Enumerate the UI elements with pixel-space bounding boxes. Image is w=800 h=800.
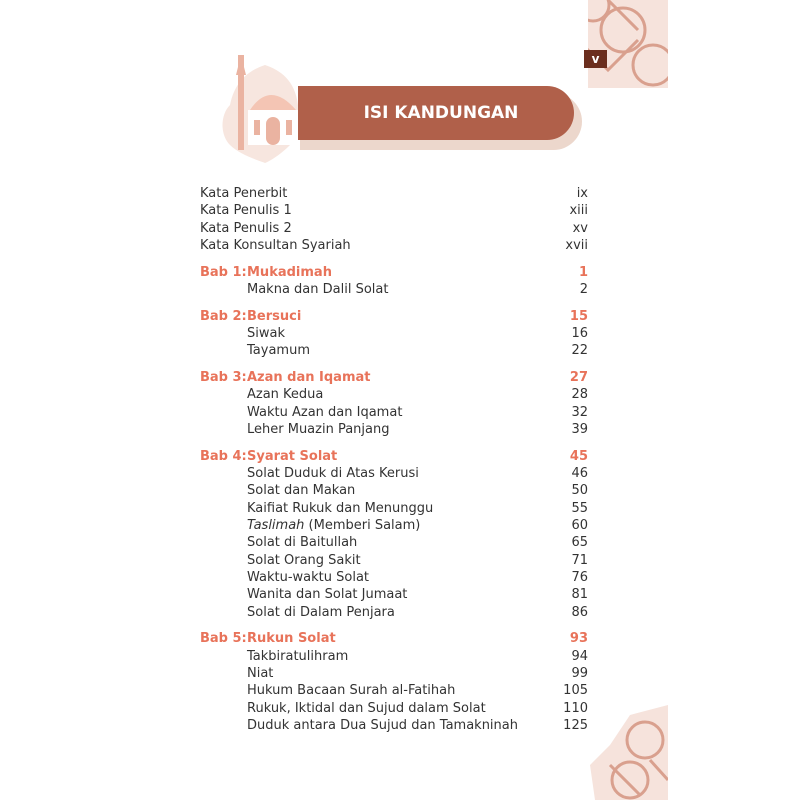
toc-entry [200,700,588,717]
toc-entry [200,500,588,517]
entry-page: 55 [571,500,588,516]
toc-entry [200,220,588,237]
entry-title: Kata Penulis 2 [200,220,292,236]
entry-title-text: Duduk antara Dua Sujud dan Tamakninah [247,717,518,733]
entry-title-text: Waktu-waktu Solat [247,569,370,585]
entry-title [247,665,571,682]
entry-title [247,421,571,438]
chapter-heading [200,308,588,325]
entry-page: 105 [563,683,588,699]
toc-entry [200,404,588,421]
entry-title-text: Solat dan Makan [247,483,356,499]
entry-title-text: Rukuk, Iktidal dan Sujud dalam Solat [247,700,486,716]
mosque-icon [220,55,310,163]
toc-entry [200,552,588,569]
chapter-group [200,369,588,438]
entry-title-text: Tayamum [247,343,310,359]
entry-title [247,482,571,499]
entry-page: ix [576,186,588,201]
entry-title [247,325,571,342]
toc-entry [200,682,588,699]
entry-title [247,517,571,534]
entry-page: 32 [571,404,588,420]
entry-title [247,342,571,359]
entry-title-text: Makna dan Dalil Solat [247,281,389,297]
entry-page: 50 [571,483,588,499]
entry-title [247,569,571,586]
chapter-label: Bab 5: [200,631,247,647]
toc-entry [200,185,588,202]
entry-title [247,648,571,665]
toc-entry [200,604,588,621]
entry-title [247,682,563,699]
entry-title: Kata Penulis 1 [200,203,292,219]
chapter-group [200,264,588,299]
chapter-page: 27 [569,370,588,386]
entry-title-text: Solat di Baitullah [247,535,358,551]
entry-page: 110 [563,700,588,716]
entry-page: 16 [571,326,588,342]
entry-title-text: Hukum Bacaan Surah al-Fatihah [247,683,456,699]
entry-title-text: Taslimah [247,518,305,534]
chapter-title: Azan dan Iqamat [247,370,371,386]
chapter-label: Bab 3: [200,370,247,386]
chapter-label: Bab 2: [200,308,247,324]
entry-page: 99 [571,665,588,681]
entry-page: 39 [571,422,588,438]
toc-entry [200,202,588,219]
entry-title-text: Niat [247,665,274,681]
chapter-title: Bersuci [247,308,302,324]
toc-entry [200,342,588,359]
entry-page: 2 [579,281,588,297]
toc-entry [200,586,588,603]
entry-title [247,281,580,298]
entry-page: 65 [571,535,588,551]
entry-page: 46 [571,466,588,482]
toc-entry [200,281,588,298]
entry-page: 22 [571,343,588,359]
toc-entry [200,482,588,499]
chapter-heading [200,369,588,386]
entry-page: xv [572,220,588,236]
entry-title [247,586,571,603]
entry-title [247,700,563,717]
entry-page: 28 [571,387,588,403]
toc-entry [200,569,588,586]
entry-title: Kata Penerbit [200,186,288,201]
ornament-top-right [578,0,668,88]
ornament-bottom-right [590,705,668,800]
entry-title-text: Solat di Dalam Penjara [247,604,395,620]
entry-title-text: Leher Muazin Panjang [247,422,390,438]
toc-entry [200,648,588,665]
entry-title [247,717,563,734]
chapter-title: Rukun Solat [247,631,336,647]
page-title: ISI KANDUNGAN [298,86,574,140]
chapter-heading [200,630,588,647]
entry-title-text: Solat Duduk di Atas Kerusi [247,466,419,482]
page-number: v [584,50,607,68]
chapter-page: 45 [569,448,588,464]
toc-entry [200,517,588,534]
entry-page: 71 [571,552,588,568]
entry-title: Kata Konsultan Syariah [200,237,351,253]
chapter-heading [200,448,588,465]
toc-entry [200,534,588,551]
chapter-list [200,264,588,734]
entry-title-rest: (Memberi Salam) [304,518,421,534]
chapter-page: 15 [569,308,588,324]
entry-title-text: Kaifiat Rukuk dan Menunggu [247,500,434,516]
toc-entry [200,717,588,734]
entry-page: xvii [565,237,588,253]
chapter-page: 93 [569,631,588,647]
toc-entry [200,465,588,482]
entry-page: 125 [563,717,588,733]
chapter-group [200,630,588,734]
entry-title [247,534,571,551]
chapter-group [200,308,588,360]
chapter-label: Bab 4: [200,448,247,464]
chapter-title: Mukadimah [247,264,332,280]
entry-page: 81 [571,587,588,603]
toc-entry [200,386,588,403]
entry-title [247,465,571,482]
chapter-heading [200,264,588,281]
front-matter [200,185,588,254]
entry-title [247,552,571,569]
entry-title-text: Waktu Azan dan Iqamat [247,404,403,420]
entry-title-text: Solat Orang Sakit [247,552,361,568]
table-of-contents [200,185,588,734]
entry-title [247,386,571,403]
entry-page: 86 [571,604,588,620]
toc-entry [200,665,588,682]
toc-entry [200,237,588,254]
toc-entry [200,325,588,342]
entry-title-text: Takbiratulihram [247,648,349,664]
toc-entry [200,421,588,438]
entry-title [247,604,571,621]
entry-title-text: Wanita dan Solat Jumaat [247,587,408,603]
entry-page: 94 [571,648,588,664]
entry-title [247,500,571,517]
chapter-group [200,448,588,621]
chapter-title: Syarat Solat [247,448,338,464]
chapter-page: 1 [578,264,588,280]
chapter-label: Bab 1: [200,264,247,280]
entry-page: xiii [569,203,588,219]
entry-page: 60 [571,518,588,534]
entry-page: 76 [571,569,588,585]
entry-title [247,404,571,421]
entry-title-text: Azan Kedua [247,387,324,403]
entry-title-text: Siwak [247,326,285,342]
